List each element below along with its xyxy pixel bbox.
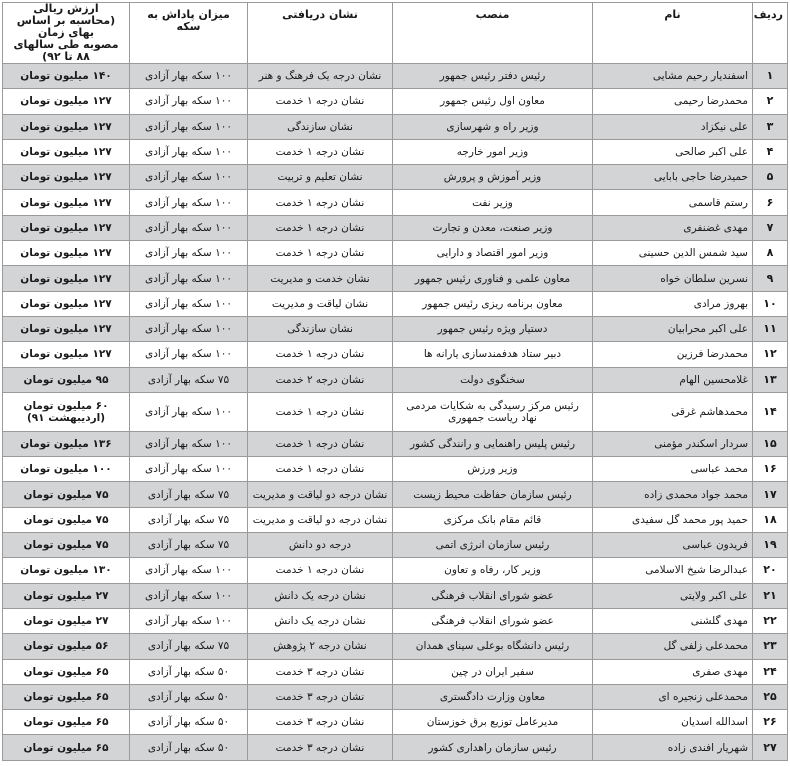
cell-position: رئیس سازمان حفاظت محیط زیست: [393, 482, 593, 507]
cell-medal: نشان درجه یک دانش: [248, 608, 393, 633]
header-reward: میزان پاداش به سکه: [130, 3, 248, 64]
cell-value: ۱۲۷ میلیون تومان: [3, 190, 130, 215]
cell-name: مهدی گلشنی: [593, 608, 753, 633]
cell-position: معاون علمی و فناوری رئیس جمهور: [393, 266, 593, 291]
cell-reward: ۵۰ سکه بهار آزادی: [130, 735, 248, 760]
cell-index: ۶: [753, 190, 788, 215]
cell-position: وزیر صنعت، معدن و تجارت: [393, 215, 593, 240]
cell-medal: نشان درجه ۳ خدمت: [248, 735, 393, 760]
cell-reward: ۷۵ سکه بهار آزادی: [130, 507, 248, 532]
cell-medal: نشان درجه ۱ خدمت: [248, 139, 393, 164]
cell-medal: نشان درجه ۱ خدمت: [248, 215, 393, 240]
cell-reward: ۱۰۰ سکه بهار آزادی: [130, 266, 248, 291]
cell-reward: ۷۵ سکه بهار آزادی: [130, 533, 248, 558]
cell-reward: ۷۵ سکه بهار آزادی: [130, 367, 248, 392]
cell-medal: نشان لیاقت و مدیریت: [248, 291, 393, 316]
cell-index: ۲۶: [753, 710, 788, 735]
cell-reward: ۱۰۰ سکه بهار آزادی: [130, 431, 248, 456]
awards-table-container: [2, 2, 787, 760]
cell-position: قائم مقام بانک مرکزی: [393, 507, 593, 532]
table-row: [3, 583, 788, 608]
cell-medal: نشان درجه یک فرهنگ و هنر: [248, 64, 393, 89]
cell-value: ۱۲۷ میلیون تومان: [3, 215, 130, 240]
header-index: ردیف: [753, 3, 788, 64]
cell-reward: ۱۰۰ سکه بهار آزادی: [130, 342, 248, 367]
header-value-line1: ارزش ریالی: [33, 2, 99, 15]
cell-position: وزیر امور اقتصاد و دارایی: [393, 241, 593, 266]
cell-position: معاون وزارت دادگستری: [393, 684, 593, 709]
cell-medal: نشان درجه یک دانش: [248, 583, 393, 608]
cell-position: رئیس مرکز رسیدگی به شکایات مردمی نهاد ریاست جمهوری: [393, 392, 593, 431]
cell-medal: درجه دو دانش: [248, 533, 393, 558]
cell-reward: ۱۰۰ سکه بهار آزادی: [130, 190, 248, 215]
cell-position: عضو شورای انقلاب فرهنگی: [393, 608, 593, 633]
cell-reward: ۵۰ سکه بهار آزادی: [130, 659, 248, 684]
cell-name: غلامحسین الهام: [593, 367, 753, 392]
cell-value: ۷۵ میلیون تومان: [3, 507, 130, 532]
cell-position: معاون اول رئیس جمهور: [393, 89, 593, 114]
cell-value: ۶۵ میلیون تومان: [3, 710, 130, 735]
table-row: [3, 367, 788, 392]
header-value: [3, 3, 130, 64]
cell-index: ۲۰: [753, 558, 788, 583]
table-row: [3, 710, 788, 735]
cell-reward: ۱۰۰ سکه بهار آزادی: [130, 165, 248, 190]
cell-value: ۵۶ میلیون تومان: [3, 634, 130, 659]
header-value-line2: (محاسبه بر اساس بهای زمان: [16, 14, 116, 39]
cell-position: سخنگوی دولت: [393, 367, 593, 392]
cell-name: فریدون عباسی: [593, 533, 753, 558]
cell-value: ۱۲۷ میلیون تومان: [3, 316, 130, 341]
cell-position: عضو شورای انقلاب فرهنگی: [393, 583, 593, 608]
cell-name: عبدالرضا شیخ الاسلامی: [593, 558, 753, 583]
cell-index: ۲۴: [753, 659, 788, 684]
cell-medal: نشان سازندگی: [248, 114, 393, 139]
cell-name: سردار اسکندر مؤمنی: [593, 431, 753, 456]
cell-value: ۱۲۷ میلیون تومان: [3, 342, 130, 367]
cell-reward: ۵۰ سکه بهار آزادی: [130, 710, 248, 735]
table-row: [3, 89, 788, 114]
cell-index: ۸: [753, 241, 788, 266]
cell-name: محمدرضا فرزین: [593, 342, 753, 367]
cell-value: ۱۲۷ میلیون تومان: [3, 266, 130, 291]
table-header: [3, 3, 788, 64]
awards-table: [2, 2, 788, 761]
cell-value: ۱۲۷ میلیون تومان: [3, 165, 130, 190]
cell-value: ۱۳۶ میلیون تومان: [3, 431, 130, 456]
cell-name: رستم قاسمی: [593, 190, 753, 215]
cell-medal: نشان درجه ۱ خدمت: [248, 392, 393, 431]
cell-name: علی اکبر ولایتی: [593, 583, 753, 608]
cell-name: محمد عباسی: [593, 457, 753, 482]
table-row: [3, 482, 788, 507]
cell-name: مهدی غضنفری: [593, 215, 753, 240]
cell-index: ۱۰: [753, 291, 788, 316]
table-row: [3, 558, 788, 583]
cell-index: ۲۳: [753, 634, 788, 659]
cell-index: ۱۳: [753, 367, 788, 392]
cell-name: علی اکبر صالحی: [593, 139, 753, 164]
cell-index: ۱۱: [753, 316, 788, 341]
cell-medal: نشان درجه ۱ خدمت: [248, 241, 393, 266]
cell-reward: ۱۰۰ سکه بهار آزادی: [130, 89, 248, 114]
table-row: [3, 190, 788, 215]
cell-name: محمد جواد محمدی زاده: [593, 482, 753, 507]
cell-position: وزیر آموزش و پرورش: [393, 165, 593, 190]
cell-reward: ۱۰۰ سکه بهار آزادی: [130, 392, 248, 431]
cell-name: سید شمس الدین حسینی: [593, 241, 753, 266]
cell-index: ۱۲: [753, 342, 788, 367]
cell-medal: نشان درجه ۲ پژوهش: [248, 634, 393, 659]
table-row: [3, 392, 788, 431]
cell-position: مدیرعامل توزیع برق خوزستان: [393, 710, 593, 735]
cell-index: ۱۷: [753, 482, 788, 507]
cell-index: ۳: [753, 114, 788, 139]
cell-reward: ۱۰۰ سکه بهار آزادی: [130, 215, 248, 240]
cell-value: ۱۳۰ میلیون تومان: [3, 558, 130, 583]
cell-reward: ۱۰۰ سکه بهار آزادی: [130, 139, 248, 164]
cell-value: ۷۵ میلیون تومان: [3, 482, 130, 507]
cell-reward: ۱۰۰ سکه بهار آزادی: [130, 583, 248, 608]
cell-reward: ۱۰۰ سکه بهار آزادی: [130, 114, 248, 139]
cell-medal: نشان درجه ۱ خدمت: [248, 457, 393, 482]
cell-value: ۷۵ میلیون تومان: [3, 533, 130, 558]
cell-value: ۶۵ میلیون تومان: [3, 735, 130, 760]
cell-value: ۶۵ میلیون تومان: [3, 659, 130, 684]
cell-value: ۱۲۷ میلیون تومان: [3, 241, 130, 266]
table-row: [3, 215, 788, 240]
cell-index: ۹: [753, 266, 788, 291]
cell-position: وزیر کار، رفاه و تعاون: [393, 558, 593, 583]
cell-index: ۲: [753, 89, 788, 114]
cell-name: حمید پور محمد گل سفیدی: [593, 507, 753, 532]
cell-index: ۲۷: [753, 735, 788, 760]
cell-index: ۱: [753, 64, 788, 89]
cell-index: ۷: [753, 215, 788, 240]
cell-name: بهروز مرادی: [593, 291, 753, 316]
cell-position: رئیس پلیس راهنمایی و رانندگی کشور: [393, 431, 593, 456]
cell-value: ۱۲۷ میلیون تومان: [3, 89, 130, 114]
cell-medal: نشان درجه ۲ خدمت: [248, 367, 393, 392]
cell-reward: ۱۰۰ سکه بهار آزادی: [130, 558, 248, 583]
cell-medal: نشان درجه ۳ خدمت: [248, 659, 393, 684]
cell-position: رئیس سازمان انرژی اتمی: [393, 533, 593, 558]
cell-name: علی اکبر محرابیان: [593, 316, 753, 341]
cell-medal: نشان درجه ۱ خدمت: [248, 431, 393, 456]
table-row: [3, 735, 788, 760]
cell-index: ۲۵: [753, 684, 788, 709]
cell-value: ۲۷ میلیون تومان: [3, 608, 130, 633]
table-row: [3, 634, 788, 659]
table-row: [3, 659, 788, 684]
cell-medal: نشان درجه ۱ خدمت: [248, 342, 393, 367]
cell-position: دستیار ویژه رئیس جمهور: [393, 316, 593, 341]
cell-value: ۱۲۷ میلیون تومان: [3, 114, 130, 139]
cell-reward: ۷۵ سکه بهار آزادی: [130, 482, 248, 507]
table-row: [3, 139, 788, 164]
cell-medal: نشان درجه ۳ خدمت: [248, 684, 393, 709]
cell-name: محمدهاشم غرقی: [593, 392, 753, 431]
cell-name: علی نیکزاد: [593, 114, 753, 139]
cell-position: وزیر راه و شهرسازی: [393, 114, 593, 139]
cell-value: ۱۲۷ میلیون تومان: [3, 291, 130, 316]
header-medal: نشان دریافتی: [248, 3, 393, 64]
cell-position: سفیر ایران در چین: [393, 659, 593, 684]
table-row: [3, 241, 788, 266]
table-row: [3, 684, 788, 709]
cell-reward: ۵۰ سکه بهار آزادی: [130, 684, 248, 709]
cell-index: ۴: [753, 139, 788, 164]
cell-medal: نشان درجه ۱ خدمت: [248, 558, 393, 583]
cell-medal: نشان درجه ۱ خدمت: [248, 89, 393, 114]
cell-position: معاون برنامه ریزی رئیس جمهور: [393, 291, 593, 316]
header-row: [3, 3, 788, 64]
cell-reward: ۱۰۰ سکه بهار آزادی: [130, 291, 248, 316]
cell-medal: نشان درجه ۱ خدمت: [248, 190, 393, 215]
cell-name: مهدی صفری: [593, 659, 753, 684]
cell-index: ۱۸: [753, 507, 788, 532]
cell-position: رئیس دفتر رئیس جمهور: [393, 64, 593, 89]
cell-value: ۱۴۰ میلیون تومان: [3, 64, 130, 89]
table-row: [3, 431, 788, 456]
cell-name: محمدعلی زنجیره ای: [593, 684, 753, 709]
cell-index: ۱۹: [753, 533, 788, 558]
cell-reward: ۱۰۰ سکه بهار آزادی: [130, 457, 248, 482]
cell-name: حمیدرضا حاجی بابایی: [593, 165, 753, 190]
cell-value: ۶۵ میلیون تومان: [3, 684, 130, 709]
cell-name: نسرین سلطان خواه: [593, 266, 753, 291]
cell-name: اسدالله اسدیان: [593, 710, 753, 735]
cell-position: وزیر نفت: [393, 190, 593, 215]
cell-medal: نشان درجه دو لیاقت و مدیریت: [248, 507, 393, 532]
cell-position: دبیر ستاد هدفمندسازی یارانه ها: [393, 342, 593, 367]
cell-index: ۱۴: [753, 392, 788, 431]
table-row: [3, 165, 788, 190]
table-row: [3, 114, 788, 139]
table-row: [3, 533, 788, 558]
cell-reward: ۱۰۰ سکه بهار آزادی: [130, 316, 248, 341]
header-name: نام: [593, 3, 753, 64]
cell-index: ۲۱: [753, 583, 788, 608]
table-row: [3, 342, 788, 367]
cell-name: اسفندیار رحیم مشایی: [593, 64, 753, 89]
cell-name: شهریار افندی زاده: [593, 735, 753, 760]
table-row: [3, 507, 788, 532]
cell-reward: ۱۰۰ سکه بهار آزادی: [130, 241, 248, 266]
cell-position: وزیر ورزش: [393, 457, 593, 482]
table-body: [3, 64, 788, 761]
cell-reward: ۱۰۰ سکه بهار آزادی: [130, 64, 248, 89]
cell-value: ۹۵ میلیون تومان: [3, 367, 130, 392]
cell-name: محمدعلی زلفی گل: [593, 634, 753, 659]
cell-medal: نشان درجه دو لیاقت و مدیریت: [248, 482, 393, 507]
cell-value: ۱۲۷ میلیون تومان: [3, 139, 130, 164]
cell-position: وزیر امور خارجه: [393, 139, 593, 164]
cell-position: رئیس سازمان راهداری کشور: [393, 735, 593, 760]
cell-name: محمدرضا رحیمی: [593, 89, 753, 114]
table-row: [3, 316, 788, 341]
cell-index: ۲۲: [753, 608, 788, 633]
cell-medal: نشان سازندگی: [248, 316, 393, 341]
cell-index: ۱۵: [753, 431, 788, 456]
table-row: [3, 64, 788, 89]
table-row: [3, 457, 788, 482]
cell-position: رئیس دانشگاه بوعلی سینای همدان: [393, 634, 593, 659]
cell-reward: ۱۰۰ سکه بهار آزادی: [130, 608, 248, 633]
table-row: [3, 608, 788, 633]
cell-value: ۶۰ میلیون تومان (اردیبهشت ۹۱): [3, 392, 130, 431]
header-position: منصب: [393, 3, 593, 64]
cell-index: ۱۶: [753, 457, 788, 482]
table-row: [3, 266, 788, 291]
cell-medal: نشان خدمت و مدیریت: [248, 266, 393, 291]
cell-value: ۲۷ میلیون تومان: [3, 583, 130, 608]
cell-index: ۵: [753, 165, 788, 190]
cell-value: ۱۰۰ میلیون تومان: [3, 457, 130, 482]
table-row: [3, 291, 788, 316]
cell-medal: نشان تعلیم و تربیت: [248, 165, 393, 190]
cell-medal: نشان درجه ۳ خدمت: [248, 710, 393, 735]
header-value-line3: مصوبه طی سالهای ۸۸ تا ۹۲): [13, 38, 119, 63]
cell-reward: ۷۵ سکه بهار آزادی: [130, 634, 248, 659]
